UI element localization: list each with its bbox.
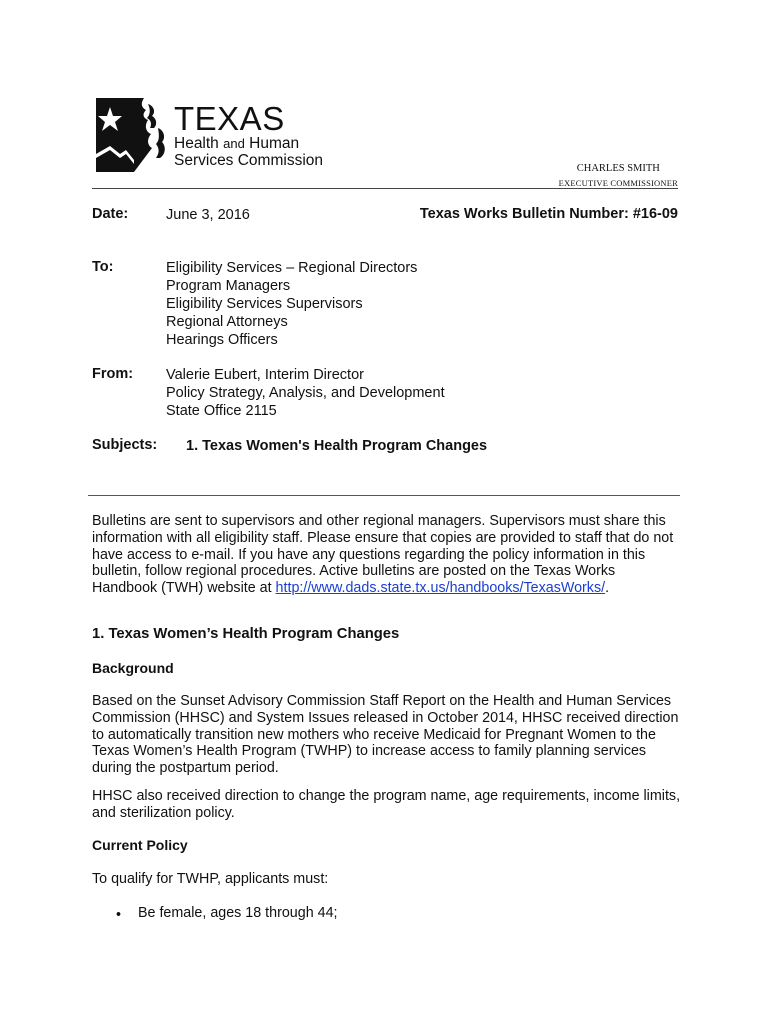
- subjects-label: Subjects:: [92, 437, 158, 453]
- from-label: From:: [92, 366, 134, 382]
- logo-texas-text: TEXAS: [174, 100, 285, 137]
- intro-paragraph: Bulletins are sent to supervisors and other regional managers. Supervisors must share this information with all eligibility staff. Please ensure that copies are provided to staff that do not have access to e-mail. If you have any questions regarding the policy information in this bulletin, follow regional procedures. Active bulletins are posted on the Texas Works Handbook (TWH) website at http://www.dads.state.tx.us/handbooks/TexasWorks/.: [92, 513, 674, 597]
- background-paragraph-1: Based on the Sunset Advisory Commission Staff Report on the Health and Human Services Commission (HHSC) and System Issues released in October 2014, HHSC received direction to automatically transition new mothers who receive Medicaid for Pregnant Women to the Texas Women’s Health Program (TWHP) to increase access to family planning services during the postpartum period.: [92, 693, 679, 777]
- to-recipient: Hearings Officers: [166, 332, 278, 348]
- hhsc-logo: [96, 98, 324, 176]
- from-name: Valerie Eubert, Interim Director: [166, 367, 364, 383]
- bulletin-number: Texas Works Bulletin Number: #16-09: [419, 206, 678, 222]
- background-paragraph-2: HHSC also received direction to change the program name, age requirements, income limits, and sterilization policy.: [92, 788, 681, 821]
- from-block: [166, 366, 445, 420]
- executive-name: CHARLES SMITH: [576, 163, 660, 174]
- to-recipient: Eligibility Services Supervisors: [166, 296, 363, 312]
- memo-divider: [88, 495, 680, 496]
- to-label: To:: [92, 259, 114, 275]
- section-title: 1. Texas Women’s Health Program Changes: [92, 626, 400, 642]
- executive-block: [559, 162, 678, 190]
- twh-link[interactable]: http://www.dads.state.tx.us/handbooks/TexasWorks/: [275, 580, 606, 597]
- current-policy-heading: Current Policy: [92, 837, 188, 853]
- to-recipient: Eligibility Services – Regional Directors: [166, 260, 418, 276]
- logo-line3: Services Commission: [174, 152, 324, 169]
- from-division: Policy Strategy, Analysis, and Development: [166, 385, 445, 401]
- date-value: June 3, 2016: [166, 207, 250, 223]
- bullet-item: Be female, ages 18 through 44;: [138, 905, 338, 921]
- to-recipient: Regional Attorneys: [166, 314, 288, 330]
- texas-star-silhouette-icon: [96, 98, 176, 176]
- qualify-intro: To qualify for TWHP, applicants must:: [92, 871, 329, 887]
- logo-line2: Health and Human: [174, 135, 300, 152]
- date-label: Date:: [92, 206, 129, 222]
- header-divider: [92, 188, 678, 189]
- bullet-marker: •: [116, 907, 122, 923]
- subject-item: 1. Texas Women's Health Program Changes: [186, 438, 488, 454]
- to-list: [166, 259, 417, 349]
- to-recipient: Program Managers: [166, 278, 291, 294]
- from-office: State Office 2115: [166, 403, 277, 419]
- executive-title: EXECUTIVE COMMISSIONER: [558, 178, 678, 188]
- background-heading: Background: [92, 660, 174, 676]
